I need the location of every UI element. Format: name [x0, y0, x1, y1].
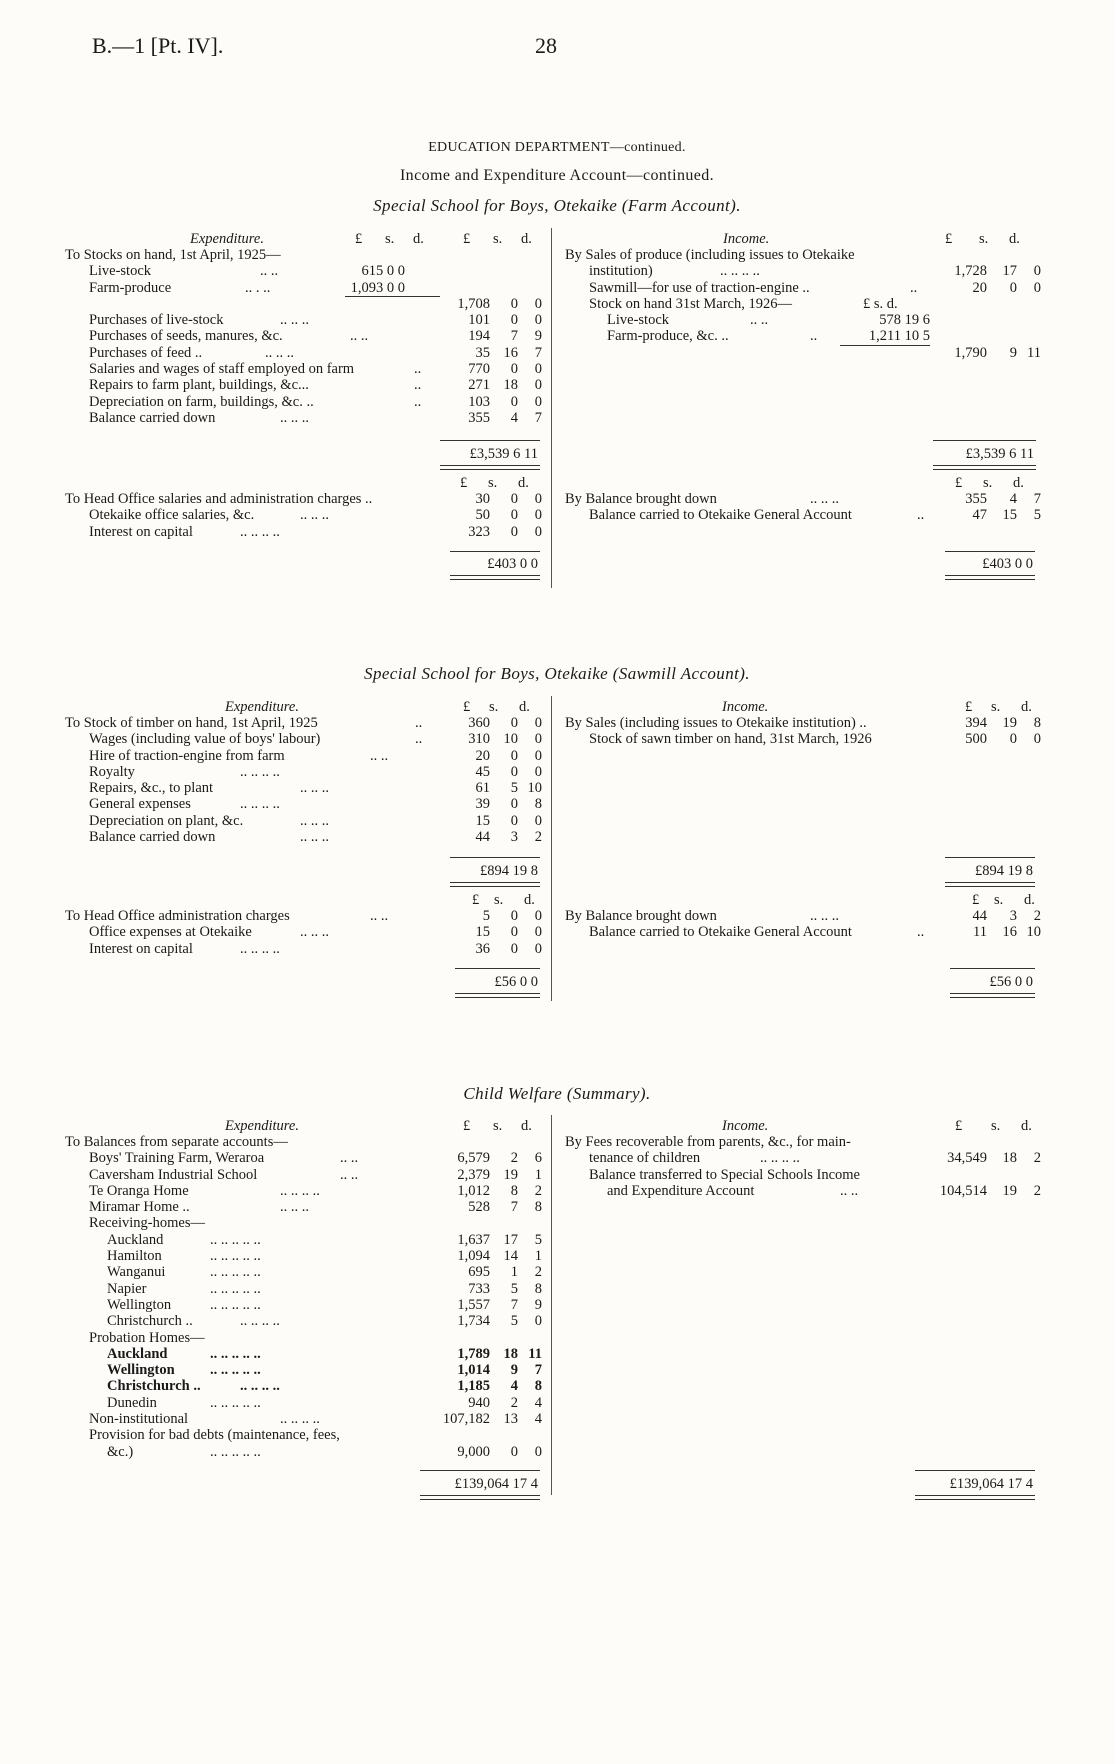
welfare-exp-row: Receiving-homes—: [89, 1215, 205, 1232]
welfare-exp-row: Te Oranga Home .. .. .. .. 1,012 8 2: [89, 1182, 542, 1199]
double-rule: [440, 465, 540, 470]
welfare-inc-heading: Income.: [722, 1118, 769, 1134]
double-rule: [455, 993, 540, 998]
rule: [840, 345, 930, 346]
welfare-exp-row: To Balances from separate accounts—: [65, 1134, 288, 1150]
welfare-exp-total: £139,064 17 4: [454, 1476, 538, 1492]
farm-account-title: Special School for Boys, Otekaike (Farm Account).: [373, 196, 741, 215]
sawmill-exp2-row: Interest on capital .. .. .. .. 36 0 0: [89, 940, 542, 957]
welfare-summary-title: Child Welfare (Summary).: [463, 1084, 651, 1103]
welfare-inc-row: and Expenditure Account .. .. 104,514 19 2: [607, 1182, 1041, 1199]
farm-exp-row: Depreciation on farm, buildings, &c. .. .. 103 0 0: [89, 393, 542, 410]
sawmill-exp-row: Balance carried down .. .. .. 44 3 2: [89, 829, 542, 846]
farm-exp2-row: Otekaike office salaries, &c. .. .. .. 50 0 0: [89, 507, 542, 524]
account-title: Income and Expenditure Account—continued.: [399, 167, 715, 184]
sawmill-exp-heading: Expenditure.: [225, 699, 299, 715]
sawmill-inc2-row: By Balance brought down .. .. .. 44 3 2: [565, 908, 1041, 924]
sawmill-inc-heading: Income.: [722, 699, 769, 715]
sawmill-exp-row: To Stock of timber on hand, 1st April, 1925 .. 360 0 0: [65, 715, 542, 731]
welfare-divider: [551, 1115, 552, 1495]
sawmill-exp-row: General expenses .. .. .. .. 39 0 8: [89, 796, 542, 813]
welfare-inc-row: Balance transferred to Special Schools Income: [589, 1166, 860, 1183]
rule: [450, 857, 540, 858]
farm-inc-row: Farm-produce, &c. .. .. 1,211 10 5: [607, 328, 930, 345]
double-rule: [950, 993, 1035, 998]
welfare-exp-row: Boys' Training Farm, Weraroa .. .. 6,579 2 6: [89, 1150, 542, 1167]
rule: [915, 1470, 1035, 1471]
rule: [420, 1470, 540, 1471]
welfare-exp-row: Christchurch .. .. .. .. .. 1,734 5 0: [107, 1313, 542, 1330]
welfare-income: [565, 1134, 1045, 1199]
welfare-exp-row: Miramar Home .. .. .. .. 528 7 8: [89, 1199, 542, 1216]
welfare-exp-row: Auckland .. .. .. .. .. 1,789 18 11: [107, 1345, 542, 1362]
farm-expenditure: [65, 247, 545, 426]
farm-inc-row: institution) .. .. .. .. 1,728 17 0: [589, 263, 1041, 280]
welfare-exp-heading: Expenditure.: [225, 1118, 299, 1134]
welfare-exp-row: Wanganui .. .. .. .. .. 695 1 2: [107, 1264, 542, 1281]
rule: [440, 440, 540, 441]
farm-inc-row: Sawmill—for use of traction-engine .. .. 20 0 0: [589, 279, 1041, 296]
rule: [945, 551, 1035, 552]
welfare-expenditure: [65, 1134, 545, 1460]
sawmill-account-title: Special School for Boys, Otekaike (Sawmill Account).: [364, 664, 750, 683]
welfare-exp-row: Caversham Industrial School .. .. 2,379 19 1: [89, 1166, 542, 1183]
sawmill-exp-row: Wages (including value of boys' labour) .. 310 10 0: [89, 731, 542, 748]
sawmill-exp2-total: £56 0 0: [494, 974, 538, 990]
welfare-exp-row: Dunedin .. .. .. .. .. 940 2 4: [107, 1394, 542, 1411]
farm-exp2-total: £403 0 0: [487, 556, 538, 572]
sawmill-inc-total: £894 19 8: [975, 863, 1033, 879]
double-rule: [450, 575, 540, 580]
farm-exp-row: Salaries and wages of staff employed on farm .. 770 0 0: [89, 361, 542, 378]
sawmill-divider: [551, 696, 552, 1001]
sawmill-income-2: [565, 908, 1045, 941]
department-title: EDUCATION DEPARTMENT—continued.: [428, 140, 686, 155]
welfare-exp-row: &c.) .. .. .. .. .. 9,000 0 0: [107, 1443, 542, 1460]
rule: [950, 968, 1035, 969]
sawmill-income: [565, 715, 1045, 748]
double-rule: [420, 1495, 540, 1500]
rule: [945, 857, 1035, 858]
welfare-inc-row: By Fees recoverable from parents, &c., for main-: [565, 1134, 851, 1150]
welfare-exp-row: Napier .. .. .. .. .. 733 5 8: [107, 1280, 542, 1297]
farm-exp2-row: To Head Office salaries and administration charges .. 30 0 0: [65, 491, 542, 507]
sawmill-inc2-total: £56 0 0: [989, 974, 1033, 990]
sawmill-expenditure: [65, 715, 545, 845]
double-rule: [450, 882, 540, 887]
farm-income: [565, 247, 1045, 361]
welfare-exp-row: Wellington .. .. .. .. .. 1,557 7 9: [107, 1296, 542, 1313]
farm-income-2: [565, 491, 1045, 524]
sawmill-exp2-row: Office expenses at Otekaike .. .. .. 15 0 0: [89, 924, 542, 941]
welfare-inc-total: £139,064 17 4: [949, 1476, 1033, 1492]
farm-inc-heading: Income.: [723, 231, 770, 247]
farm-inc-row: Stock on hand 31st March, 1926— £ s. d.: [589, 295, 898, 312]
double-rule: [933, 465, 1036, 470]
farm-exp-row: To Stocks on hand, 1st April, 1925—: [65, 247, 281, 263]
farm-exp-row: Purchases of live-stock .. .. .. 101 0 0: [89, 312, 542, 329]
farm-exp-total: £3,539 6 11: [469, 446, 538, 462]
sawmill-exp-row: Hire of traction-engine from farm .. .. 20 0 0: [89, 747, 542, 764]
double-rule: [915, 1495, 1035, 1500]
farm-inc2-row: Balance carried to Otekaike General Account .. 47 15 5: [589, 507, 1041, 524]
welfare-exp-row: Probation Homes—: [89, 1329, 205, 1346]
sawmill-expenditure-2: [65, 908, 545, 957]
welfare-exp-row: Auckland .. .. .. .. .. 1,637 17 5: [107, 1231, 542, 1248]
welfare-exp-row: Non-institutional .. .. .. .. 107,182 13 4: [89, 1411, 542, 1428]
sawmill-exp2-row: To Head Office administration charges .. .. 5 0 0: [65, 908, 542, 924]
farm-divider: [551, 228, 552, 588]
farm-exp-row: Farm-produce .. . .. 1,093 0 0: [89, 279, 405, 296]
welfare-exp-row: Christchurch .. .. .. .. .. 1,185 4 8: [107, 1378, 542, 1395]
farm-exp-row: Purchases of feed .. .. .. .. 35 16 7: [89, 344, 542, 361]
farm-expenditure-2: [65, 491, 545, 540]
farm-inc2-total: £403 0 0: [982, 556, 1033, 572]
double-rule: [945, 882, 1035, 887]
farm-exp-row: Balance carried down .. .. .. 355 4 7: [89, 409, 542, 426]
farm-exp2-row: Interest on capital .. .. .. .. 323 0 0: [89, 523, 542, 540]
farm-exp-row: Purchases of seeds, manures, &c. .. .. 194 7 9: [89, 328, 542, 345]
sawmill-exp-total: £894 19 8: [480, 863, 538, 879]
farm-inc-row: By Sales of produce (including issues to Otekaike: [565, 247, 855, 263]
sawmill-exp-row: Royalty .. .. .. .. 45 0 0: [89, 763, 542, 780]
farm-exp-row: Repairs to farm plant, buildings, &c... .. 271 18 0: [89, 377, 542, 394]
sawmill-exp-row: Depreciation on plant, &c. .. .. .. 15 0 0: [89, 812, 542, 829]
welfare-exp-row: Provision for bad debts (maintenance, fees,: [89, 1427, 340, 1444]
rule: [345, 296, 440, 297]
rule: [455, 968, 540, 969]
welfare-inc-row: tenance of children .. .. .. .. 34,549 18 2: [589, 1150, 1041, 1167]
farm-exp-row: 1,708 0 0: [457, 295, 542, 312]
page-number: 28: [535, 33, 557, 58]
farm-inc-row: 1,790 9 11: [954, 344, 1041, 361]
sawmill-inc2-row: Balance carried to Otekaike General Account .. 11 16 10: [589, 924, 1041, 941]
double-rule: [945, 575, 1035, 580]
sawmill-inc-row: Stock of sawn timber on hand, 31st March, 1926 500 0 0: [589, 731, 1041, 748]
sawmill-exp-row: Repairs, &c., to plant .. .. .. 61 5 10: [89, 780, 542, 797]
farm-inc-row: Live-stock .. .. 578 19 6: [607, 312, 930, 329]
document-reference: B.—1 [Pt. IV].: [92, 33, 224, 58]
farm-exp-row: Live-stock .. .. 615 0 0: [89, 263, 405, 280]
rule: [450, 551, 540, 552]
welfare-exp-row: Wellington .. .. .. .. .. 1,014 9 7: [107, 1362, 542, 1379]
farm-inc-total: £3,539 6 11: [965, 446, 1034, 462]
sawmill-inc-row: By Sales (including issues to Otekaike institution) .. 394 19 8: [565, 715, 1041, 731]
welfare-exp-row: Hamilton .. .. .. .. .. 1,094 14 1: [107, 1248, 542, 1265]
farm-exp-heading: Expenditure.: [190, 231, 264, 247]
rule: [933, 440, 1036, 441]
farm-inc2-row: By Balance brought down .. .. .. 355 4 7: [565, 491, 1041, 507]
